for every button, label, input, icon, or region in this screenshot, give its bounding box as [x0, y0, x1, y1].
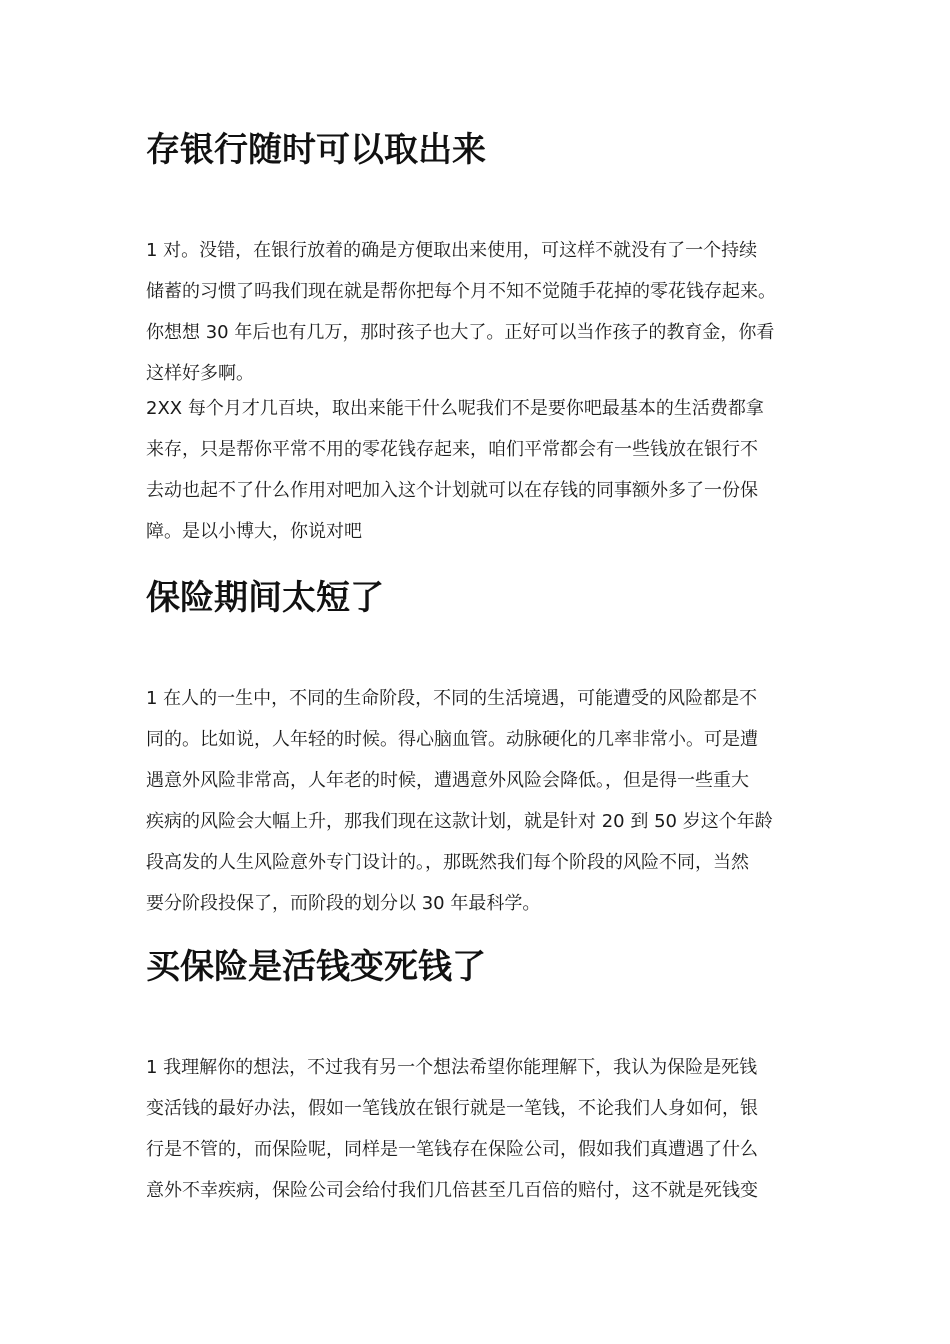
- text-line: 意外不幸疾病，保险公司会给付我们几倍甚至几百倍的赔付，这不就是死钱变: [146, 1180, 758, 1201]
- text-line: 来存，只是帮你平常不用的零花钱存起来，咱们平常都会有一些钱放在银行不: [146, 439, 758, 460]
- paragraph: [146, 1047, 826, 1211]
- text-line: 你想想 30 年后也有几万，那时孩子也大了。正好可以当作孩子的教育金，你看: [146, 322, 775, 343]
- text-line: 1 我理解你的想法，不过我有另一个想法希望你能理解下，我认为保险是死钱: [146, 1057, 758, 1078]
- section-live-money: [146, 945, 826, 1211]
- text-line: 同的。比如说，人年轻的时候。得心脑血管。动脉硬化的几率非常小。可是遭: [146, 729, 758, 750]
- text-line: 行是不管的，而保险呢，同样是一笔钱存在保险公司，假如我们真遭遇了什么: [146, 1139, 758, 1160]
- text-line: 障。是以小博大，你说对吧: [146, 521, 362, 542]
- text-line: 疾病的风险会大幅上升，那我们现在这款计划，就是针对 20 到 50 岁这个年龄: [146, 811, 773, 832]
- section-heading: 买保险是活钱变死钱了: [146, 947, 486, 987]
- text-line: 1 在人的一生中，不同的生命阶段，不同的生活境遇，可能遭受的风险都是不: [146, 688, 758, 709]
- text-line: 要分阶段投保了，而阶段的划分以 30 年最科学。: [146, 893, 541, 914]
- text-line: 段高发的人生风险意外专门设计的。，那既然我们每个阶段的风险不同，当然: [146, 852, 749, 873]
- section-heading: 保险期间太短了: [146, 578, 384, 618]
- text-line: 变活钱的最好办法，假如一笔钱放在银行就是一笔钱，不论我们人身如何，银: [146, 1098, 758, 1119]
- paragraph: [146, 388, 826, 552]
- paragraph: [146, 230, 826, 394]
- text-line: 2XX 每个月才几百块，取出来能干什么呢我们不是要你吧最基本的生活费都拿: [146, 398, 764, 419]
- section-short-period: [146, 576, 826, 924]
- text-line: 1 对。没错，在银行放着的确是方便取出来使用，可这样不就没有了一个持续: [146, 240, 758, 261]
- paragraph: [146, 678, 826, 924]
- text-line: 去动也起不了什么作用对吧加入这个计划就可以在存钱的同事额外多了一份保: [146, 480, 758, 501]
- text-line: 这样好多啊。: [146, 363, 254, 384]
- text-line: 储蓄的习惯了吗我们现在就是帮你把每个月不知不觉随手花掉的零花钱存起来。: [146, 281, 776, 302]
- text-line: 遇意外风险非常高，人年老的时候，遭遇意外风险会降低。，但是得一些重大: [146, 770, 749, 791]
- section-bank-withdrawal: [146, 128, 826, 552]
- section-heading: 存银行随时可以取出来: [146, 130, 486, 170]
